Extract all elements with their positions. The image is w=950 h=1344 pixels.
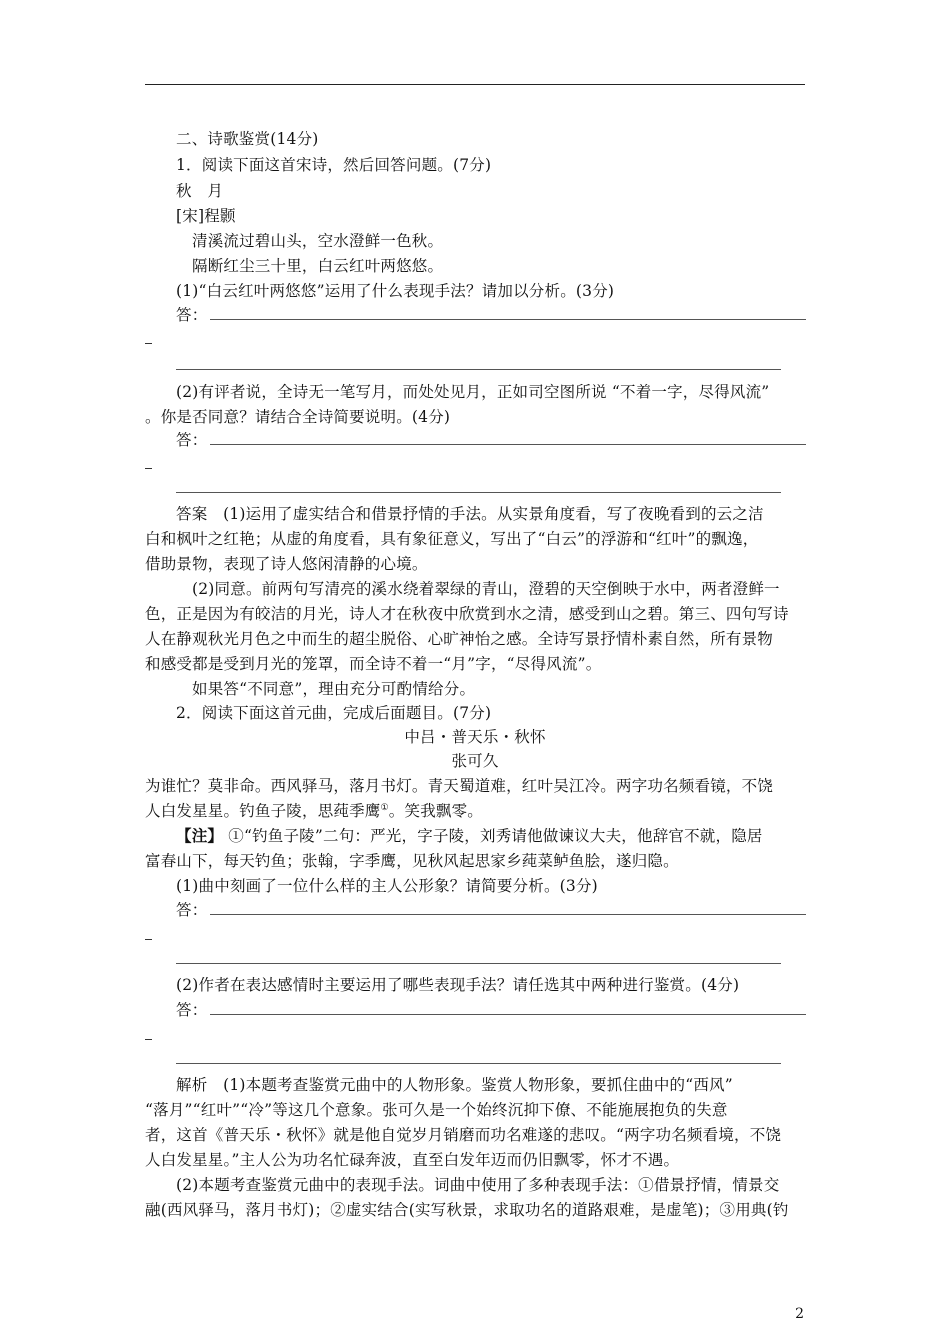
q1-sub2-answer-label: 答： [176,431,208,449]
q2-sub1: (1)曲中刻画了一位什么样的主人公形象？请简要分析。(3分) [176,877,598,895]
q2-analysis: “落月”“红叶”“冷”等这几个意象。张可久是一个始终沉抑下僚、不能施展抱负的失意 [145,1101,728,1119]
q1-sub2-cont: 。你是否同意？请结合全诗简要说明。(4分) [145,408,451,426]
q2-sub1-answer-label: 答： [176,901,208,919]
answer-line [210,319,806,320]
q1-answer: 色，正是因为有皎洁的月光，诗人才在秋夜中欣赏到水之清，感受到山之碧。第三、四句写诗 [145,605,789,623]
answer-dash [145,939,152,940]
answer-dash [145,468,152,469]
q1-poem-title: 秋 月 [176,182,224,200]
q1-poem-line: 清溪流过碧山头，空水澄鲜一色秋。 [192,232,444,250]
q1-answer: (2)同意。前两句写清亮的溪水绕着翠绿的青山，澄碧的天空倒映于水中，两者澄鲜一 [192,580,780,598]
q1-sub2: (2)有评者说，全诗无一笔写月，而处处见月，正如司空图所说 “不着一字，尽得风流” [176,383,770,401]
answer-line [210,914,806,915]
q2-song-line: 为谁忙？莫非命。西风驿马，落月书灯。青天蜀道难，红叶吴江冷。两字功名频看镜，不饶 [145,777,774,795]
q2-analysis: 解析 (1)本题考查鉴赏元曲中的人物形象。鉴赏人物形象，要抓住曲中的“西风” [176,1076,733,1094]
q2-note: 【注】 ①“钓鱼子陵”二句：严光，字子陵，刘秀请他做谏议大夫，他辞官不就，隐居 [176,826,763,845]
q2-analysis: 融(西风驿马，落月书灯)；②虚实结合(实写秋景，求取功名的道路艰难，是虚笔)；③用典(钓 [145,1201,789,1219]
q1-sub1: (1)“白云红叶两悠悠”运用了什么表现手法？请加以分析。(3分) [176,282,615,300]
q1-sub1-answer-label: 答： [176,306,208,324]
q1-answer: 借助景物，表现了诗人悠闲清静的心境。 [145,555,428,573]
q2-analysis: (2)本题考查鉴赏元曲中的表现手法。词曲中使用了多种表现手法：①借景抒情，情景交 [176,1176,780,1194]
answer-line [210,1014,806,1015]
answer-line [176,1063,781,1064]
q1-answer: 人在静观秋光月色之中而生的超尘脱俗、心旷神怡之感。全诗写景抒情朴素自然，所有景物 [145,630,774,648]
q1-poem-line: 隔断红尘三十里，白云红叶两悠悠。 [192,257,444,275]
q1-poem-author: [宋]程颢 [176,207,236,225]
q2-note-cont: 富春山下，每天钓鱼；张翰，字季鹰，见秋风起思家乡莼菜鲈鱼脍，遂归隐。 [145,852,679,870]
q1-answer: 和感受都是受到月光的笼罩，而全诗不着一“月”字，“尽得风流”。 [145,655,602,673]
page-number: 2 [795,1306,804,1322]
answer-line [176,492,781,493]
q2-sub2-answer-label: 答： [176,1001,208,1019]
q1-intro: 1．阅读下面这首宋诗，然后回答问题。(7分) [176,156,492,174]
answer-line [176,963,781,964]
q2-song-line: 人白发星星。钓鱼子陵，思莼季鹰①。笑我飘零。 [145,802,483,820]
answer-line [210,444,806,445]
q1-answer: 答案 (1)运用了虚实结合和借景抒情的手法。从实景角度看，写了夜晚看到的云之洁 [176,505,764,523]
q2-analysis: 人白发星星。”主人公为功名忙碌奔波，直至白发年迈而仍旧飘零，怀才不遇。 [145,1151,680,1169]
q2-intro: 2．阅读下面这首元曲，完成后面题目。(7分) [176,704,492,722]
answer-line [176,369,781,370]
answer-dash [145,343,152,344]
note-label: 【注】 [176,826,224,845]
q1-answer: 白和枫叶之红艳；从虚的角度看，具有象征意义，写出了“白云”的浮游和“红叶”的飘逸， [145,530,759,548]
q2-analysis: 者，这首《普天乐・秋怀》就是他自觉岁月销磨而功名难遂的悲叹。“两字功名频看境，不饶 [145,1126,782,1144]
q2-song-author: 张可久 [451,752,499,770]
answer-dash [145,1039,152,1040]
footnote-marker: ① [380,802,389,813]
q2-sub2: (2)作者在表达感情时主要运用了哪些表现手法？请任选其中两种进行鉴赏。(4分) [176,976,740,994]
header-rule [145,84,805,85]
q1-answer: 如果答“不同意”，理由充分可酌情给分。 [192,680,476,698]
section-title: 二、诗歌鉴赏(14分) [176,130,319,148]
q2-song-title: 中吕・普天乐・秋怀 [404,728,546,746]
